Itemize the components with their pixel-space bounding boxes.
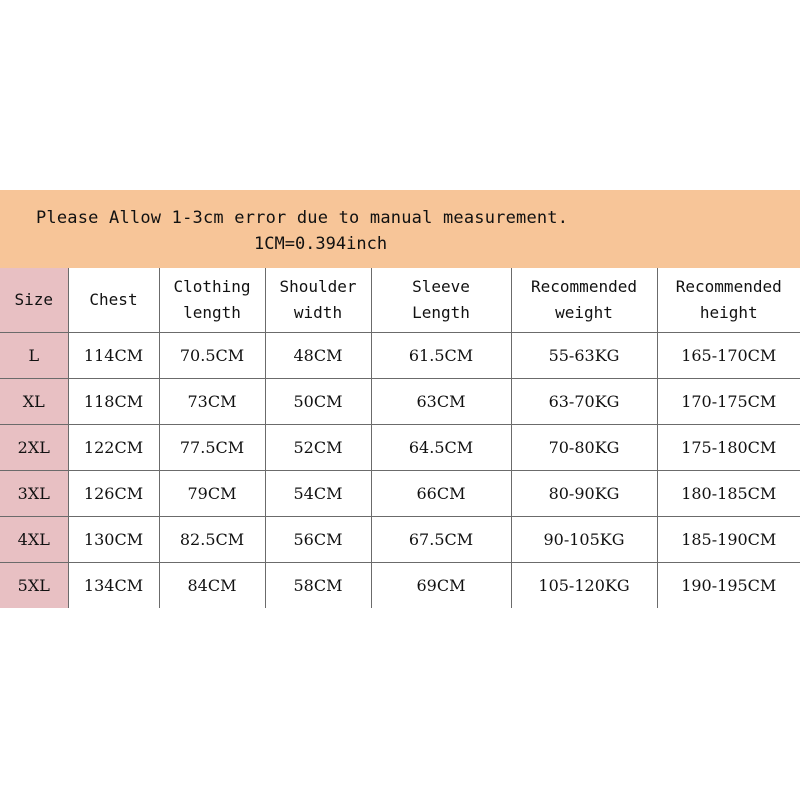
- size-cell: L: [0, 333, 68, 379]
- table-row: [0, 333, 800, 379]
- recommended-height-cell: 190-195CM: [657, 563, 800, 609]
- chest-cell: 114CM: [68, 333, 159, 379]
- size-cell: XL: [0, 379, 68, 425]
- table-row: [0, 517, 800, 563]
- measurement-note-banner: [0, 190, 800, 268]
- clothing-length-cell: 70.5CM: [159, 333, 265, 379]
- chest-cell: 126CM: [68, 471, 159, 517]
- header-size: Size: [0, 268, 68, 333]
- sleeve-length-cell: 66CM: [371, 471, 511, 517]
- header-chest: Chest: [68, 268, 159, 333]
- shoulder-width-cell: 48CM: [265, 333, 371, 379]
- clothing-length-cell: 82.5CM: [159, 517, 265, 563]
- sleeve-length-cell: 63CM: [371, 379, 511, 425]
- size-chart-table: [0, 268, 800, 608]
- size-cell: 2XL: [0, 425, 68, 471]
- recommended-weight-cell: 70-80KG: [511, 425, 657, 471]
- recommended-height-cell: 165-170CM: [657, 333, 800, 379]
- table-row: [0, 471, 800, 517]
- size-cell: 4XL: [0, 517, 68, 563]
- recommended-height-cell: 180-185CM: [657, 471, 800, 517]
- chest-cell: 122CM: [68, 425, 159, 471]
- header-recommended-weight: Recommended weight: [511, 268, 657, 333]
- recommended-weight-cell: 90-105KG: [511, 517, 657, 563]
- chest-cell: 118CM: [68, 379, 159, 425]
- recommended-height-cell: 170-175CM: [657, 379, 800, 425]
- sleeve-length-cell: 67.5CM: [371, 517, 511, 563]
- header-shoulder-width: Shoulder width: [265, 268, 371, 333]
- sleeve-length-cell: 61.5CM: [371, 333, 511, 379]
- header-clothing-length: Clothing length: [159, 268, 265, 333]
- size-cell: 3XL: [0, 471, 68, 517]
- table-row: [0, 563, 800, 609]
- recommended-weight-cell: 63-70KG: [511, 379, 657, 425]
- clothing-length-cell: 73CM: [159, 379, 265, 425]
- header-sleeve-length: Sleeve Length: [371, 268, 511, 333]
- recommended-weight-cell: 80-90KG: [511, 471, 657, 517]
- table-header-row: [0, 268, 800, 333]
- chest-cell: 134CM: [68, 563, 159, 609]
- recommended-height-cell: 185-190CM: [657, 517, 800, 563]
- shoulder-width-cell: 56CM: [265, 517, 371, 563]
- header-recommended-height: Recommended height: [657, 268, 800, 333]
- shoulder-width-cell: 50CM: [265, 379, 371, 425]
- chest-cell: 130CM: [68, 517, 159, 563]
- sleeve-length-cell: 64.5CM: [371, 425, 511, 471]
- recommended-weight-cell: 55-63KG: [511, 333, 657, 379]
- clothing-length-cell: 79CM: [159, 471, 265, 517]
- clothing-length-cell: 84CM: [159, 563, 265, 609]
- shoulder-width-cell: 52CM: [265, 425, 371, 471]
- measurement-error-note: Please Allow 1-3cm error due to manual measurement.: [36, 208, 569, 228]
- size-cell: 5XL: [0, 563, 68, 609]
- sleeve-length-cell: 69CM: [371, 563, 511, 609]
- shoulder-width-cell: 54CM: [265, 471, 371, 517]
- shoulder-width-cell: 58CM: [265, 563, 371, 609]
- recommended-height-cell: 175-180CM: [657, 425, 800, 471]
- table-row: [0, 425, 800, 471]
- recommended-weight-cell: 105-120KG: [511, 563, 657, 609]
- clothing-length-cell: 77.5CM: [159, 425, 265, 471]
- table-row: [0, 379, 800, 425]
- unit-conversion-note: 1CM=0.394inch: [254, 234, 388, 254]
